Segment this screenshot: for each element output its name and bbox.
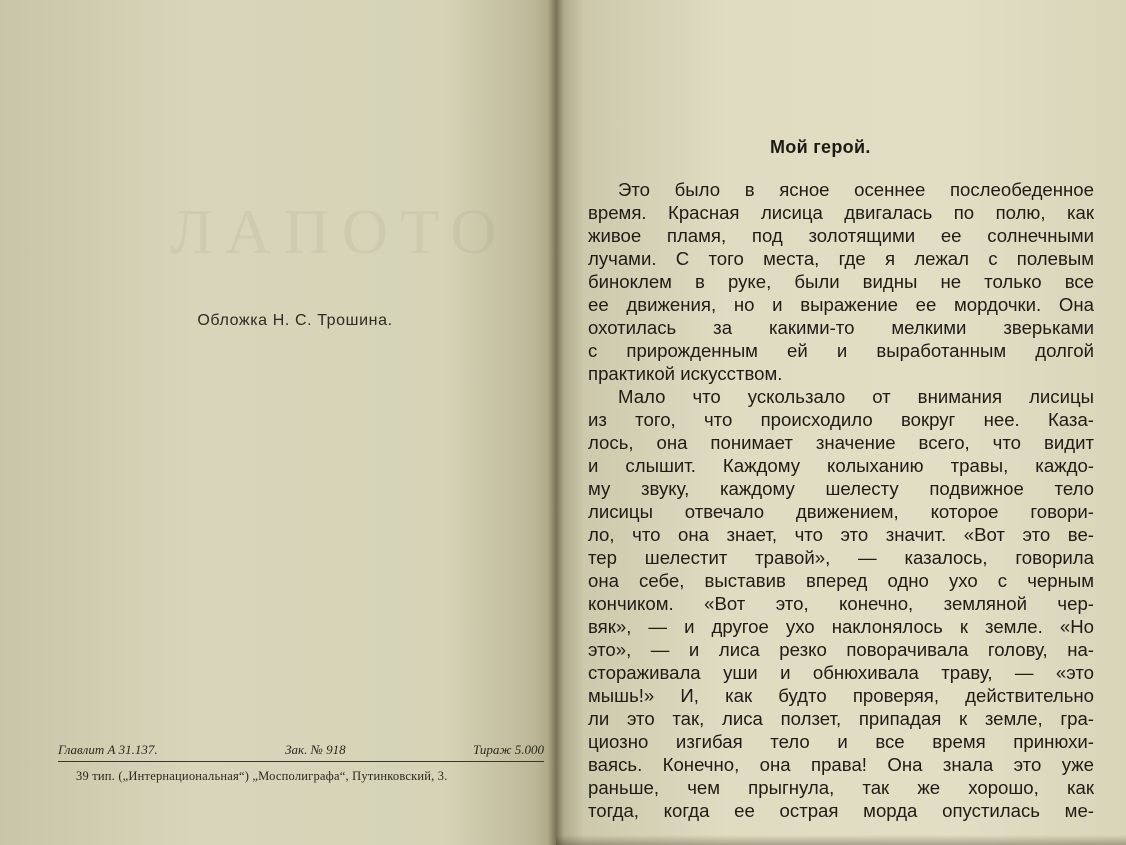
text-line: кончиком. «Вот это, конечно, земляной чер- <box>588 593 1094 614</box>
text-line: Это было в ясное осеннее послеобеденное <box>618 179 1094 200</box>
text-line: биноклем в руке, были видны не только все <box>588 271 1094 292</box>
book-gutter <box>548 0 564 845</box>
text-line: лисицы отвечало движением, которое говори- <box>588 501 1094 522</box>
text-line: ли это так, лиса ползет, припадая к земле, гра- <box>588 708 1094 729</box>
text-line: раньше, чем прыгнула, так же хорошо, как <box>588 777 1094 798</box>
glavlit-number: Главлит А 31.137. <box>58 742 158 757</box>
text-line: ло, что она знает, что это значит. «Вот это ве- <box>588 524 1094 545</box>
text-line: циозно изгибая тело и все время принюхи- <box>588 731 1094 752</box>
print-run: Тираж 5.000 <box>472 742 544 757</box>
text-line: с прирожденным ей и выработанным долгой <box>588 340 1094 361</box>
text-line: мышь!» И, как будто проверяя, действительно <box>588 685 1094 706</box>
text-line: она себе, выставив вперед одно ухо с черным <box>588 570 1094 591</box>
text-line: сторaживала уши и обнюхивала траву, — «это <box>588 662 1094 683</box>
text-line: ее движения, но и выражение ее мордочки. Она <box>588 294 1094 315</box>
text-line: лучами. С того места, где я лежал с полевым <box>588 248 1094 269</box>
text-line: тер шелестит травой», — казалось, говорила <box>588 547 1094 568</box>
cover-credit: Обложка Н. С. Трошина. <box>197 312 393 329</box>
imprint-block <box>58 742 544 784</box>
text-line: время. Красная лисица двигалась по полю, как <box>588 202 1094 223</box>
order-number: Зак. № 918 <box>285 742 346 757</box>
text-line: из того, что происходило вокруг нее. Каза- <box>588 409 1094 430</box>
text-line: ваясь. Конечно, она права! Она знала это уже <box>588 754 1094 775</box>
text-line: практикой искусством. <box>588 363 783 384</box>
text-line: Мало что ускользало от внимания лисицы <box>618 386 1094 407</box>
imprint-row <box>58 742 544 762</box>
text-line: это», — и лиса резко поворачивала голову, на- <box>588 639 1094 660</box>
chapter-title: Мой герой. <box>770 137 871 157</box>
text-line: охотилась за какими-то мелкими зверьками <box>588 317 1094 338</box>
show-through-text: ЛАПОТО <box>170 196 509 267</box>
text-line: вяк», — и другое ухо наклонялось к земле. «Но <box>588 616 1094 637</box>
printer-info: 39 тип. („Интернациональная“) „Мосполиграфа“, Путинковский, 3. <box>76 769 448 783</box>
text-line: тогда, когда ее острая морда опустилась ме- <box>588 800 1094 821</box>
text-line: и слышит. Каждому колыханию травы, каждо- <box>588 455 1094 476</box>
left-page <box>0 0 556 845</box>
text-line: живое пламя, под золотящими ее солнечными <box>588 225 1094 246</box>
text-line: му звуку, каждому шелесту подвижное тело <box>588 478 1094 499</box>
text-line: лось, она понимает значение всего, что видит <box>588 432 1094 453</box>
